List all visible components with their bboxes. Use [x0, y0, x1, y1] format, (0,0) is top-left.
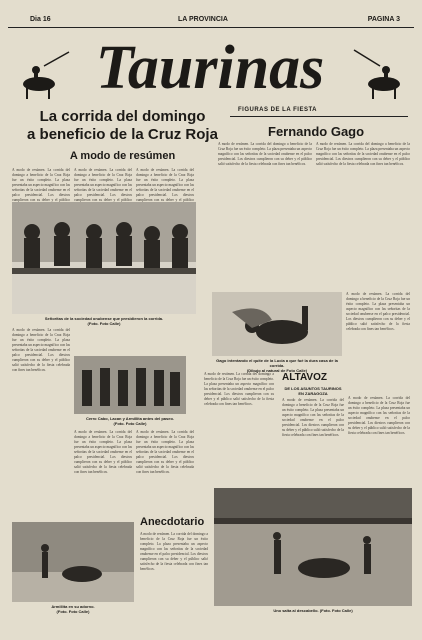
altavoz-subheading: DE LOS ASUNTOS TAURINOS EN ZARAGOZA: [284, 386, 342, 396]
anecdotario-text: A modo de resúmen. La corrida del domingo a beneficio de la Cruz Roja fue un éxito completo. La plaza presentaba un aspecto magnífico con las señoritas de la sociedad onubense en el palco presidencial. Los diestros cumplieron con su deber y el público salió satisfecho de la fiesta celebrada con fines tan benéficos.: [140, 532, 208, 571]
caption-3-text: Gago intentando el quite de la Lucia a que fué la dura casa de la corrida.: [216, 358, 338, 368]
caption-photo-2: [74, 416, 186, 426]
caption-photo-4: [12, 604, 134, 614]
caption-4-text: Armillita en su adorno.: [51, 604, 95, 609]
page-header: [8, 16, 414, 26]
article-text-col5: A modo de resúmen. La corrida del domingo a beneficio de la Cruz Roja fue un éxito completo. La plaza presentaba un aspecto magnífico con las señoritas de la sociedad onubense en el palco presidencial. Los diestros cumplieron con su deber y el público salió satisfecho de la fiesta celebrada con fines tan benéficos.: [74, 430, 132, 474]
caption-photo-1: [12, 316, 196, 326]
photo-senoritas: [12, 202, 196, 314]
photo-armillita: [12, 522, 134, 602]
caption-photo-5: [214, 608, 412, 613]
caption-2-credit: (Foto. Foto Calle): [113, 421, 147, 426]
altavoz-heading: ALTAVOZ: [282, 372, 327, 383]
profile-headline: Fernando Gago: [268, 124, 365, 139]
profile-text-col1: A modo de resúmen. La corrida del domingo a beneficio de la Cruz Roja fue un éxito completo. La plaza presentaba un aspecto magnífico con las señoritas de la sociedad onubense en el palco presidencial. Los diestros cumplieron con su deber y el público salió satisfecho de la fiesta celebrada con fines tan benéficos.: [218, 142, 312, 166]
profile-text-col3: A modo de resúmen. La corrida del domingo a beneficio de la Cruz Roja fue un éxito completo. La plaza presentaba un aspecto magnífico con las señoritas de la sociedad onubense en el palco presidencial. Los diestros cumplieron con su deber y el público salió satisfecho de la fiesta celebrada con fines tan benéficos.: [346, 292, 410, 331]
article-text-col3: A modo de resúmen. La corrida del domingo a beneficio de la Cruz Roja fue un éxito completo. La plaza presentaba un aspecto magnífico con las señoritas de la sociedad onubense en el palco presidencial. Los diestros cumplieron con su deber y el público: [136, 168, 194, 202]
masthead-logo: [14, 32, 406, 104]
caption-2-text: Cerro Cabo, Lacan y Armillita antes del paseo.: [85, 416, 175, 421]
article-text-col4: A modo de resúmen. La corrida del domingo a beneficio de la Cruz Roja fue un éxito completo. La plaza presentaba un aspecto magnífico con las señoritas de la sociedad onubense en el palco presidencial. Los diestros cumplieron con su deber y el público salió satisfecho de la fiesta celebrada con fines tan benéficos.: [12, 328, 70, 372]
article-text-col6: A modo de resúmen. La corrida del domingo a beneficio de la Cruz Roja fue un éxito completo. La plaza presentaba un aspecto magnífico con las señoritas de la sociedad onubense en el palco presidencial. Los diestros cumplieron con su deber y el público salió satisfecho de la fiesta celebrada con fines tan benéficos.: [136, 430, 194, 474]
caption-photo-3: [212, 358, 342, 373]
profile-text-col2: A modo de resúmen. La corrida del domingo a beneficio de la Cruz Roja fue un éxito completo. La plaza presentaba un aspecto magnífico con las señoritas de la sociedad onubense en el palco presidencial. Los diestros cumplieron con su deber y el público salió satisfecho de la fiesta celebrada con fines tan benéficos.: [316, 142, 410, 166]
header-paper-name: LA PROVINCIA: [178, 16, 228, 23]
photo-toreros: [74, 356, 186, 414]
article-text-col1: A modo de resúmen. La corrida del domingo a beneficio de la Cruz Roja fue un éxito completo. La plaza presentaba un aspecto magnífico con las señoritas de la sociedad onubense en el palco presidencial. Los diestros cumplieron con su deber y el público: [12, 168, 70, 202]
anecdotario-heading: Anecdotario: [140, 516, 205, 528]
main-headline-line2: a beneficio de la Cruz Roja: [27, 126, 218, 143]
header-date: Dia 16: [30, 16, 51, 23]
main-subheadline: A modo de resúmen: [69, 150, 176, 162]
subtitle-rule: [230, 116, 408, 117]
masthead-subtitle: FIGURAS DE LA FIESTA: [238, 107, 317, 113]
caption-1-credit: (Foto. Foto Calle): [87, 321, 121, 326]
caption-4-credit: (Foto. Foto Calle): [56, 609, 90, 614]
altavoz-text: A modo de resúmen. La corrida del domingo a beneficio de la Cruz Roja fue un éxito completo. La plaza presentaba un aspecto magnífico con las señoritas de la sociedad onubense en el palco presidencial. Los diestros cumplieron con su deber y el público salió satisfecho de la fiesta celebrada con fines tan benéficos.: [282, 398, 344, 437]
main-headline-line1: La corrida del domingo: [39, 108, 206, 125]
masthead-illustration: [14, 32, 406, 104]
caption-5-credit: (Foto. Foto Calle): [319, 608, 353, 613]
header-rule: [8, 27, 414, 28]
caption-3-credit: (Dibujo al natural de Foto Calle): [246, 368, 308, 373]
caption-1-text: Señoritas de la sociedad onubense que presidieron la corrida.: [44, 316, 164, 321]
masthead-title: Taurinas: [95, 34, 325, 102]
caption-5-text: Uno salta al descabello.: [273, 608, 319, 613]
photo-quite: [212, 292, 342, 356]
photo-descabello: [214, 488, 412, 606]
header-page-number: PAGINA 3: [367, 16, 400, 23]
middle-text-col: A modo de resúmen. La corrida del domingo a beneficio de la Cruz Roja fue un éxito completo. La plaza presentaba un aspecto magnífico con las señoritas de la sociedad onubense en el palco presidencial. Los diestros cumplieron con su deber y el público salió satisfecho de la fiesta celebrada con fines tan benéficos.: [204, 372, 274, 406]
article-text-col2: A modo de resúmen. La corrida del domingo a beneficio de la Cruz Roja fue un éxito completo. La plaza presentaba un aspecto magnífico con las señoritas de la sociedad onubense en el palco presidencial. Los diestros cumplieron con su deber y el público: [74, 168, 132, 202]
right-text-col: A modo de resúmen. La corrida del domingo a beneficio de la Cruz Roja fue un éxito completo. La plaza presentaba un aspecto magnífico con las señoritas de la sociedad onubense en el palco presidencial. Los diestros cumplieron con su deber y el público salió satisfecho de la fiesta celebrada con fines tan benéficos.: [348, 396, 410, 435]
